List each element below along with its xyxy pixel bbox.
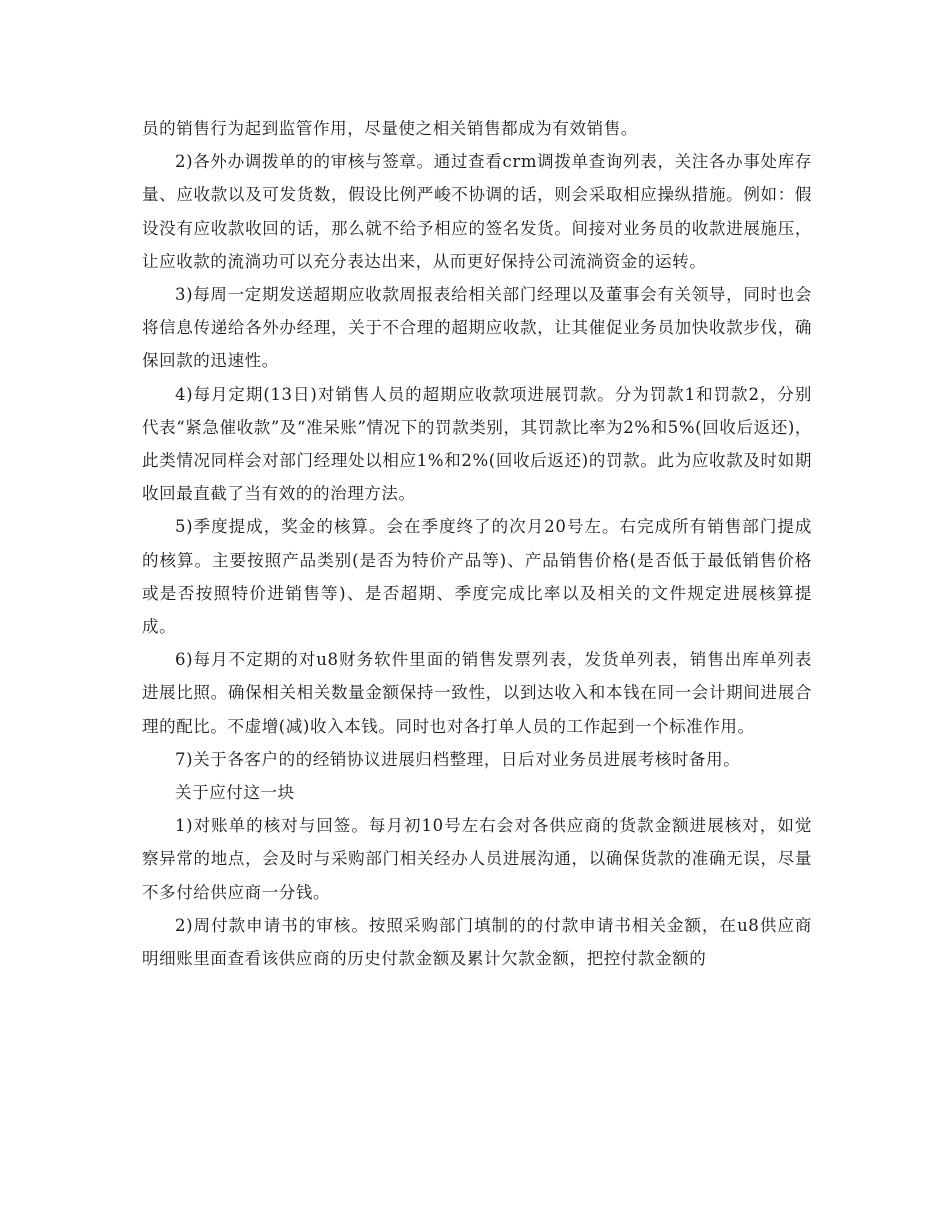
document-body [142,112,812,975]
paragraph-8: 1)对账单的核对与回签。每月初10号左右会对各供应商的货款金额进展核对，如觉察异常的地点，会及时与采购部门相关经办人员进展沟通，以确保货款的准确无误，尽量不多付给供应商一分钱。 [142,816,812,902]
paragraph-1: 员的销售行为起到监管作用，尽量使之相关销售都成为有效销售。 [142,119,638,138]
paragraph-7: 7)关于各客户的的经销协议进展归档整理，日后对业务员进展考核时备用。 [175,749,741,769]
paragraph-3: 3)每周一定期发送超期应收款周报表给相关部门经理以及董事会有关领导，同时也会将信息传递给各外办经理，关于不合理的超期应收款，让其催促业务员加快收款步伐，确保回款的迅速性。 [142,285,812,371]
paragraph-4: 4)每月定期(13日)对销售人员的超期应收款项进展罚款。分为罚款1和罚款2，分别代表“紧急催收款”及“准呆账”情况下的罚款类别，其罚款比率为2%和5%(回收后返还)，此类情况同样会对部门经理处以相应1%和2%(回收后返还)的罚款。此为应收款及时如期收回最直截了当有效的的治理方法。 [142,384,812,504]
section-heading-payables: 关于应付这一块 [175,783,295,803]
paragraph-2: 2)各外办调拨单的的审核与签章。通过查看crm调拨单查询列表，关注各办事处库存量、应收款以及可发货数，假设比例严峻不协调的话，则会采取相应操纵措施。例如：假设没有应收款收回的话，那么就不给予相应的签名发货。间接对业务员的收款进展施压，让应收款的流淌功可以充分表达出来，从而更好保持公司流淌资金的运转。 [142,152,812,271]
paragraph-9: 2)周付款申请书的审核。按照采购部门填制的的付款申请书相关金额，在u8供应商明细账里面查看该供应商的历史付款金额及累计欠款金额，把控付款金额的 [142,915,812,969]
paragraph-6: 6)每月不定期的对u8财务软件里面的销售发票列表，发货单列表，销售出库单列表进展比照。确保相关相关数量金额保持一致性，以到达收入和本钱在同一会计期间进展合理的配比。不虚增(减)收入本钱。同时也对各打单人员的工作起到一个标准作用。 [142,650,812,736]
paragraph-5: 5)季度提成，奖金的核算。会在季度终了的次月20号左。右完成所有销售部门提成的核算。主要按照产品类别(是否为特价产品等)、产品销售价格(是否低于最低销售价格或是否按照特价进销售等)、是否超期、季度完成比率以及相关的文件规定进展核算提成。 [142,517,812,637]
